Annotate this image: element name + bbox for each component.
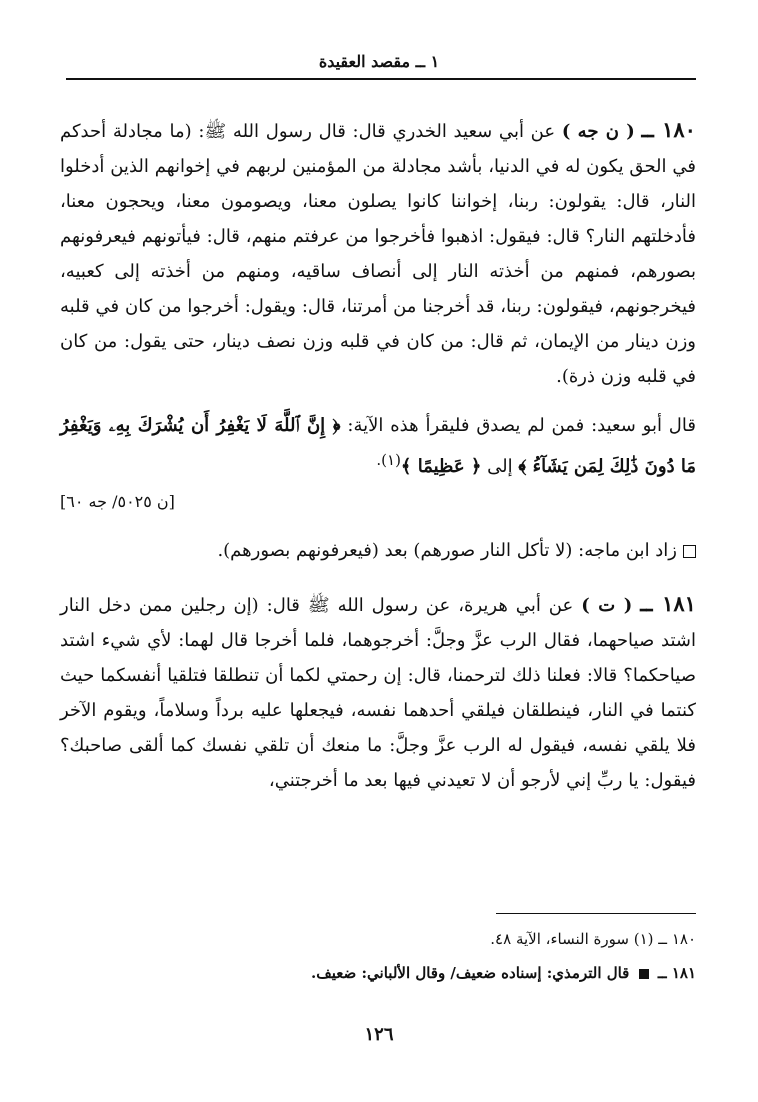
hadith-text-181: (إن رجلين ممن دخل النار اشتد صياحهما، فقال الرب عزَّ وجلَّ: أخرجوهما، فلما أخرجا قال لهما: لأي شيء اشتد صياحكما؟ قالا: فعلنا ذلك لترحمنا، قال: إن رحمتي لكما أن تنطلقا فتلقيا أنفسكما حيث كنتما في النار، فينطلقان فيلقي أحدهما نفسه، فيجعلها عليه برداً وسلاماً، ويقوم الآخر فلا يلقي نفسه، فيقول له الرب عزَّ وجلَّ: ما منعك أن تلقي نفسك كما ألقى صاحبك؟ فيقول: يا ربِّ إني لأرجو أن لا تعيدني فيها بعد ما أخرجتني، — [60, 595, 696, 791]
footnote-181-text: قال الترمذي: إسناده ضعيف/ وقال الألباني: ضعيف. — [311, 964, 630, 982]
hadith-reference-180: [ن ٥٠٢٥/ جه ٦٠] — [60, 492, 175, 511]
page-number: ١٢٦ — [364, 1024, 394, 1045]
abu-said-intro: قال أبو سعيد: فمن لم يصدق فليقرأ هذه الآية: — [347, 415, 696, 436]
abu-said-comment — [60, 408, 696, 519]
footnote-181 — [60, 956, 696, 990]
running-header: ١ ــ مقصد العقيدة — [318, 52, 440, 71]
hadith-180 — [60, 112, 696, 394]
hadith-intro-180: عن أبي سعيد الخدري قال: قال رسول الله ﷺ: — [198, 121, 556, 142]
hadith-intro-181: عن أبي هريرة، عن رسول الله ﷺ قال: — [266, 595, 574, 616]
hadith-181 — [60, 586, 696, 798]
body-text — [60, 112, 696, 812]
header-rule — [66, 78, 696, 80]
hadith-text-180: (ما مجادلة أحدكم في الحق يكون له في الدنيا، بأشد مجادلة من المؤمنين لربهم في إخوانهم الذين أدخلوا النار، قال: يقولون: ربنا، إخواننا كانوا يصلون معنا، ويصومون معنا، ويحجون معنا، فأدخلتهم النار؟ قال: فيقول: اذهبوا فأخرجوا من عرفتم منهم، قال: فيأتونهم فيعرفونهم بصورهم، فمنهم من أخذته النار إلى أنصاف ساقيه، ومنهم من أخذته إلى كعبيه، فيخرجونهم، فيقولون: ربنا، قد أخرجنا من أمرتنا، قال: ويقول: أخرجوا من كان في قلبه وزن دينار من الإيمان، ثم قال: من كان في قلبه وزن نصف دينار، حتى يقول: من كان في قلبه وزن ذرة). — [60, 121, 696, 387]
ibn-majah-note-text: زاد ابن ماجه: (لا تأكل النار صورهم) بعد (فيعرفونهم بصورهم). — [217, 540, 677, 561]
source-code-181: ( ت ) — [581, 595, 633, 616]
hollow-square-icon — [683, 545, 696, 558]
hadith-number-180: ١٨٠ ــ — [641, 117, 696, 142]
quran-verse: ﴿ إِنَّ ٱللَّهَ لَا يَغْفِرُ أَن يُشْرَكَ بِهِۦ وَيَغْفِرُ مَا دُونَ ذَٰلِكَ لِمَن يَشَآءُ ﴾ — [60, 415, 696, 477]
quran-end: ﴿ عَظِيمًا ﴾ — [400, 456, 482, 477]
footnotes — [60, 922, 696, 990]
to-word: إلى — [487, 456, 513, 477]
footnote-181-prefix: ١٨١ ــ — [657, 964, 696, 982]
footnote-marker: (١). — [376, 451, 401, 469]
footnote-180: ١٨٠ ــ (١) سورة النساء، الآية ٤٨. — [490, 930, 696, 948]
filled-square-icon — [639, 969, 649, 979]
hadith-number-181: ١٨١ ــ — [640, 591, 696, 616]
footnote-rule — [496, 913, 696, 914]
ibn-majah-note — [60, 533, 696, 568]
source-code-180: ( ن جه ) — [561, 121, 635, 142]
